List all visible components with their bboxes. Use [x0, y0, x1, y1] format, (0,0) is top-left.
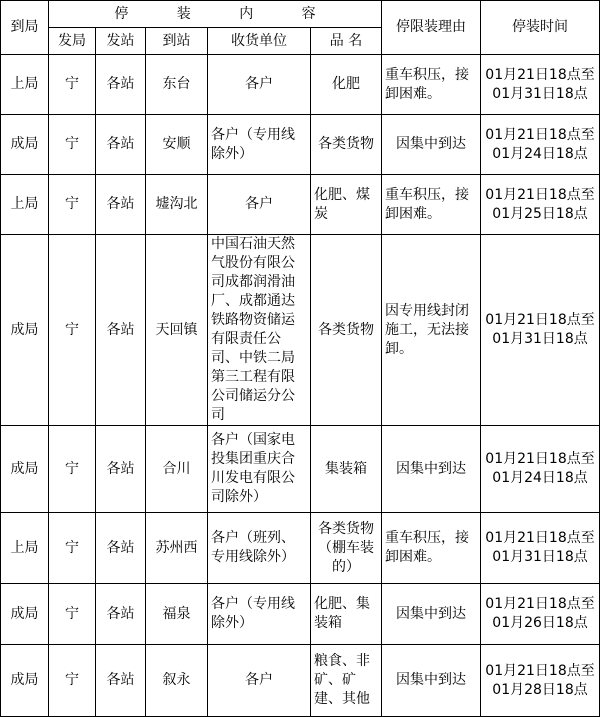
- table-row: [1, 175, 600, 235]
- cell-from-station: 各站: [96, 584, 146, 645]
- table-row: [1, 115, 600, 175]
- table-row: [1, 513, 600, 584]
- cell-from-bureau: 宁: [49, 175, 96, 235]
- cell-time: 01月21日18点至01月26日18点: [481, 584, 600, 645]
- cell-to-station: 叙永: [146, 645, 208, 717]
- cell-to-bureau: 上局: [1, 55, 49, 115]
- cell-to-bureau: 成局: [1, 235, 49, 426]
- cell-consignee: 各户（国家电投集团重庆合川发电有限公司除外）: [208, 426, 311, 513]
- cell-consignee: 各户: [208, 645, 311, 717]
- cell-goods: 化肥、集装箱: [311, 584, 382, 645]
- cell-from-station: 各站: [96, 115, 146, 175]
- cell-to-station: 合川: [146, 426, 208, 513]
- cell-from-station: 各站: [96, 235, 146, 426]
- header-goods: 品 名: [311, 28, 382, 55]
- cell-consignee: 中国石油天然气股份有限公司成都润滑油厂、成都通达铁路物资储运有限责任公司、中铁二局第三工程有限公司储运分公司: [208, 235, 311, 426]
- cell-consignee: 各户（专用线除外）: [208, 584, 311, 645]
- header-reason: 停限装理由: [382, 1, 481, 55]
- cell-to-bureau: 成局: [1, 645, 49, 717]
- cell-time: 01月21日18点至01月31日18点: [481, 235, 600, 426]
- cell-reason: 因集中到达: [382, 115, 481, 175]
- cell-goods: 各类货物（棚车装的）: [311, 513, 382, 584]
- cell-time: 01月21日18点至01月24日18点: [481, 115, 600, 175]
- table-row: [1, 235, 600, 426]
- cell-reason: 因专用线封闭施工，无法接卸。: [382, 235, 481, 426]
- cell-to-bureau: 成局: [1, 426, 49, 513]
- cell-reason: 因集中到达: [382, 426, 481, 513]
- cell-to-station: 福泉: [146, 584, 208, 645]
- cell-from-bureau: 宁: [49, 426, 96, 513]
- cell-goods: 粮食、非矿、矿建、其他: [311, 645, 382, 717]
- cell-to-bureau: 上局: [1, 513, 49, 584]
- cell-time: 01月21日18点至01月31日18点: [481, 513, 600, 584]
- cell-consignee: 各户: [208, 175, 311, 235]
- cell-goods: 化肥: [311, 55, 382, 115]
- header-from-station: 发站: [96, 28, 146, 55]
- table-row: [1, 426, 600, 513]
- cell-reason: 重车积压，接卸困难。: [382, 513, 481, 584]
- cell-from-bureau: 宁: [49, 235, 96, 426]
- cell-goods: 各类货物: [311, 235, 382, 426]
- cell-to-station: 墟沟北: [146, 175, 208, 235]
- cell-to-station: 苏州西: [146, 513, 208, 584]
- cell-to-bureau: 成局: [1, 584, 49, 645]
- header-to-station: 到站: [146, 28, 208, 55]
- header-stop-content: 停 装 内 容: [49, 1, 382, 28]
- cell-time: 01月21日18点至01月24日18点: [481, 426, 600, 513]
- cell-from-bureau: 宁: [49, 55, 96, 115]
- cell-from-station: 各站: [96, 645, 146, 717]
- cell-time: 01月21日18点至01月28日18点: [481, 645, 600, 717]
- cell-to-bureau: 上局: [1, 175, 49, 235]
- header-from-bureau: 发局: [49, 28, 96, 55]
- cell-consignee: 各户: [208, 55, 311, 115]
- header-consignee: 收货单位: [208, 28, 311, 55]
- cell-from-station: 各站: [96, 426, 146, 513]
- cell-from-station: 各站: [96, 513, 146, 584]
- cell-goods: 化肥、煤炭: [311, 175, 382, 235]
- cell-to-station: 天回镇: [146, 235, 208, 426]
- cell-to-station: 东台: [146, 55, 208, 115]
- cell-reason: 因集中到达: [382, 645, 481, 717]
- cell-goods: 各类货物: [311, 115, 382, 175]
- cell-reason: 重车积压，接卸困难。: [382, 55, 481, 115]
- cell-consignee: 各户（专用线除外）: [208, 115, 311, 175]
- header-row-1: [1, 1, 600, 28]
- header-time: 停装时间: [481, 1, 600, 55]
- cell-goods: 集装箱: [311, 426, 382, 513]
- cell-from-bureau: 宁: [49, 513, 96, 584]
- table-row: [1, 645, 600, 717]
- cell-from-bureau: 宁: [49, 115, 96, 175]
- table-row: [1, 55, 600, 115]
- cell-from-station: 各站: [96, 55, 146, 115]
- cell-time: 01月21日18点至01月31日18点: [481, 55, 600, 115]
- cell-time: 01月21日18点至01月25日18点: [481, 175, 600, 235]
- cell-reason: 因集中到达: [382, 584, 481, 645]
- table-row: [1, 584, 600, 645]
- cell-reason: 重车积压，接卸困难。: [382, 175, 481, 235]
- cell-consignee: 各户（班列、专用线除外）: [208, 513, 311, 584]
- cell-to-bureau: 成局: [1, 115, 49, 175]
- header-to-bureau: 到局: [1, 1, 49, 55]
- cell-from-station: 各站: [96, 175, 146, 235]
- cell-from-bureau: 宁: [49, 645, 96, 717]
- cell-from-bureau: 宁: [49, 584, 96, 645]
- cell-to-station: 安顺: [146, 115, 208, 175]
